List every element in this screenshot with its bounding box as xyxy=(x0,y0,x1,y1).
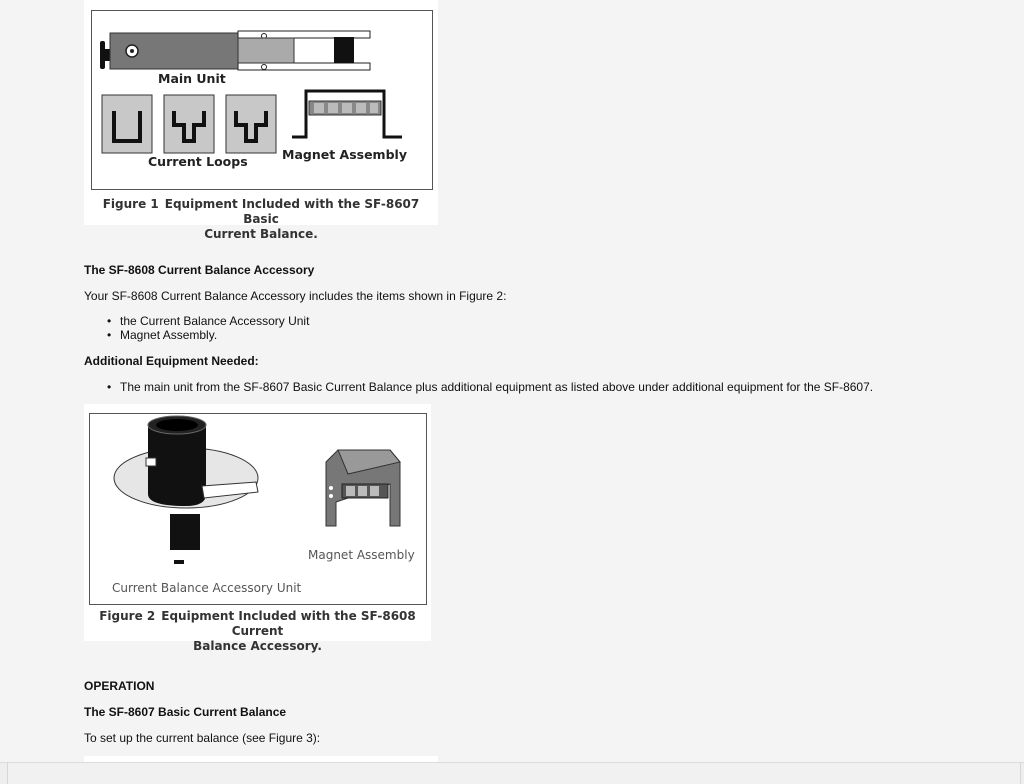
figure-1-illustration xyxy=(92,11,432,189)
label-magnet-assembly-fig2: Magnet Assembly xyxy=(308,548,415,562)
magnet-assembly-3d-drawing xyxy=(326,450,400,526)
current-loops-drawing xyxy=(102,95,276,153)
scrollbar-track[interactable] xyxy=(7,763,1021,784)
figure-1 xyxy=(84,0,438,241)
operation-intro: To set up the current balance (see Figure 3): xyxy=(84,731,321,745)
accessory-items-list xyxy=(84,314,309,342)
figure-2-caption-line1: Equipment Included with the SF-8608 Current xyxy=(161,609,416,638)
figure-2-illustration xyxy=(90,414,426,604)
figure-1-frame xyxy=(91,10,433,190)
list-item: • the Current Balance Accessory Unit xyxy=(84,314,309,328)
figure-1-caption-line1: Equipment Included with the SF-8607 Basic xyxy=(164,197,420,226)
accessory-intro: Your SF-8608 Current Balance Accessory includes the items shown in Figure 2: xyxy=(84,289,507,303)
label-current-loops: Current Loops xyxy=(148,154,248,169)
figure-1-caption xyxy=(84,197,438,242)
section-heading-accessory: The SF-8608 Current Balance Accessory xyxy=(84,263,315,277)
figure-2-number: Figure 2 xyxy=(99,609,156,623)
main-unit-drawing xyxy=(100,31,370,70)
list-item: • The main unit from the SF-8607 Basic Current Balance plus additional equipment as listed above under additional equipment for the SF-8607. xyxy=(84,380,873,394)
figure-1-number: Figure 1 xyxy=(102,197,159,211)
magnet-assembly-drawing xyxy=(292,91,402,137)
additional-items-list xyxy=(84,380,873,394)
bottom-scrollbar[interactable] xyxy=(0,762,1024,784)
subheading-basic-current-balance: The SF-8607 Basic Current Balance xyxy=(84,705,287,719)
figure-2-caption xyxy=(84,609,431,654)
figure-2-frame xyxy=(89,413,427,605)
figure-2 xyxy=(84,404,431,653)
label-main-unit: Main Unit xyxy=(158,71,226,86)
section-heading-additional: Additional Equipment Needed: xyxy=(84,354,259,368)
accessory-unit-drawing xyxy=(114,416,258,564)
label-accessory-unit: Current Balance Accessory Unit xyxy=(112,581,302,595)
section-heading-operation: OPERATION xyxy=(84,679,155,693)
figure-1-caption-line2: Current Balance. xyxy=(204,227,318,241)
label-magnet-assembly: Magnet Assembly xyxy=(282,147,407,162)
list-item: • Magnet Assembly. xyxy=(84,328,309,342)
figure-2-caption-line2: Balance Accessory. xyxy=(193,639,322,653)
